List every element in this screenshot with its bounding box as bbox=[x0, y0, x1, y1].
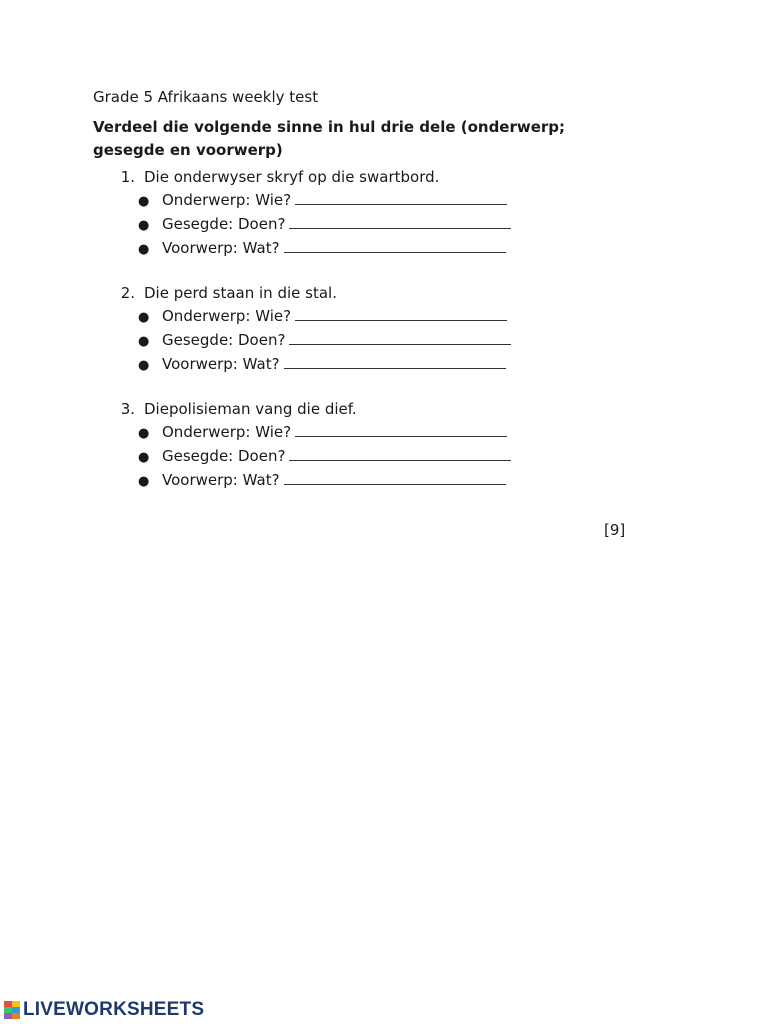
answer-item-gesegde bbox=[93, 329, 653, 353]
answer-label: Gesegde: Doen? bbox=[162, 215, 286, 233]
answer-list bbox=[93, 421, 653, 493]
question-number: 1. bbox=[120, 168, 135, 186]
bullet-icon: ● bbox=[138, 310, 150, 325]
answer-list bbox=[93, 305, 653, 377]
answer-item-onderwerp bbox=[93, 305, 653, 329]
answer-label: Gesegde: Doen? bbox=[162, 447, 286, 465]
answer-item-voorwerp bbox=[93, 237, 653, 261]
answer-label: Gesegde: Doen? bbox=[162, 331, 286, 349]
question-1 bbox=[93, 166, 653, 261]
answer-blank[interactable] bbox=[284, 470, 506, 485]
bullet-icon: ● bbox=[138, 334, 150, 349]
question-heading bbox=[93, 398, 653, 421]
bullet-icon: ● bbox=[138, 218, 150, 233]
answer-blank[interactable] bbox=[289, 214, 511, 229]
answer-label: Voorwerp: Wat? bbox=[162, 239, 280, 257]
answer-item-voorwerp bbox=[93, 469, 653, 493]
answer-blank[interactable] bbox=[284, 354, 506, 369]
bullet-icon: ● bbox=[138, 426, 150, 441]
bullet-icon: ● bbox=[138, 474, 150, 489]
bullet-icon: ● bbox=[138, 358, 150, 373]
bullet-icon: ● bbox=[138, 450, 150, 465]
logo-text: LIVEWORKSHEETS bbox=[23, 999, 205, 1020]
answer-label: Onderwerp: Wie? bbox=[162, 307, 292, 325]
answer-item-gesegde bbox=[93, 445, 653, 469]
answer-blank[interactable] bbox=[295, 306, 507, 321]
answer-blank[interactable] bbox=[289, 446, 511, 461]
answer-label: Voorwerp: Wat? bbox=[162, 355, 280, 373]
bullet-icon: ● bbox=[138, 242, 150, 257]
question-heading bbox=[93, 166, 653, 189]
answer-item-voorwerp bbox=[93, 353, 653, 377]
question-sentence: Diepolisieman vang die dief. bbox=[144, 400, 357, 418]
worksheet bbox=[93, 86, 653, 514]
answer-blank[interactable] bbox=[284, 238, 506, 253]
question-heading bbox=[93, 282, 653, 305]
answer-blank[interactable] bbox=[289, 330, 511, 345]
question-sentence: Die perd staan in die stal. bbox=[144, 284, 337, 302]
question-number: 3. bbox=[120, 400, 135, 418]
total-marks: [9] bbox=[604, 521, 626, 539]
answer-label: Onderwerp: Wie? bbox=[162, 191, 292, 209]
liveworksheets-logo-icon bbox=[4, 1001, 20, 1019]
question-sentence: Die onderwyser skryf op die swartbord. bbox=[144, 168, 440, 186]
answer-item-onderwerp bbox=[93, 189, 653, 213]
answer-list bbox=[93, 189, 653, 261]
answer-item-gesegde bbox=[93, 213, 653, 237]
question-3 bbox=[93, 398, 653, 493]
liveworksheets-logo[interactable] bbox=[4, 998, 204, 1022]
bullet-icon: ● bbox=[138, 194, 150, 209]
answer-label: Onderwerp: Wie? bbox=[162, 423, 292, 441]
answer-label: Voorwerp: Wat? bbox=[162, 471, 280, 489]
answer-blank[interactable] bbox=[295, 422, 507, 437]
question-number: 2. bbox=[120, 284, 135, 302]
page-title: Grade 5 Afrikaans weekly test bbox=[93, 88, 319, 106]
question-2 bbox=[93, 282, 653, 377]
answer-item-onderwerp bbox=[93, 421, 653, 445]
answer-blank[interactable] bbox=[295, 190, 507, 205]
instructions: Verdeel die volgende sinne in hul drie dele (onderwerp; gesegde en voorwerp) bbox=[93, 118, 566, 159]
